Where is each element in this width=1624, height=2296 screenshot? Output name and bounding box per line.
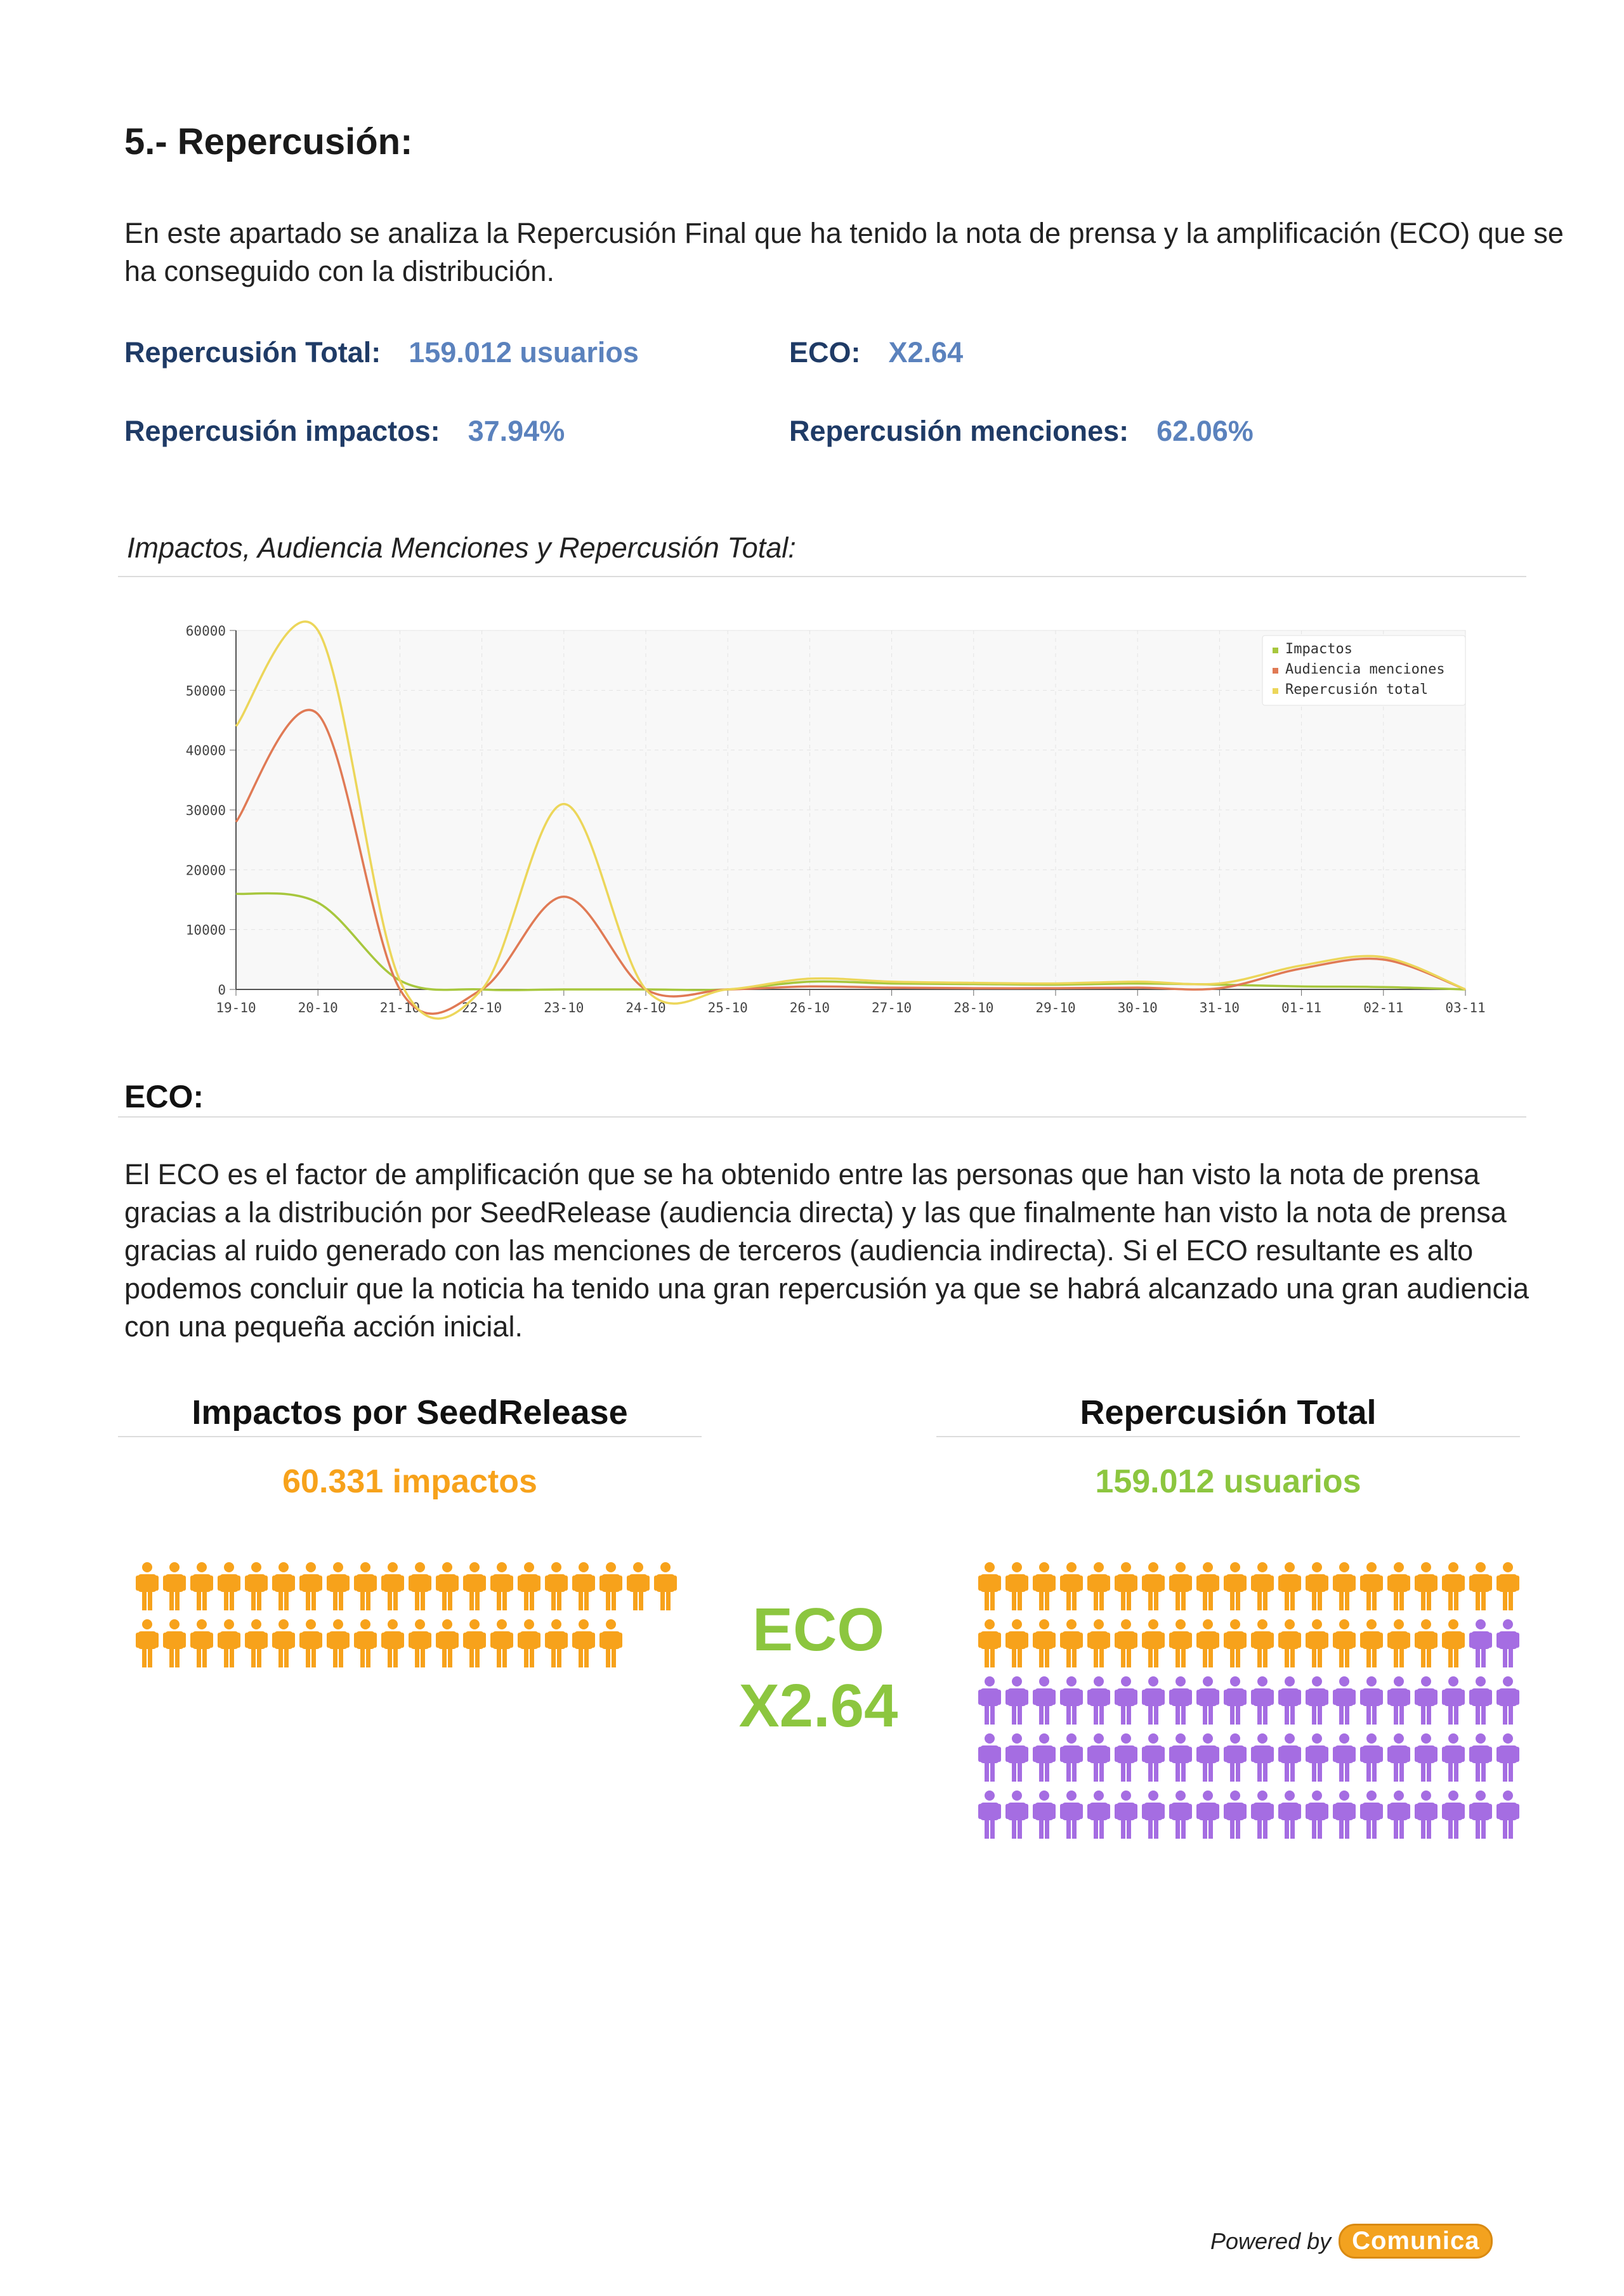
person-icon <box>1442 1790 1465 1839</box>
stat-eco-value: X2.64 <box>888 336 964 369</box>
legend-entry: Repercusión total <box>1285 682 1429 698</box>
intro-paragraph: En este apartado se analiza la Repercusión Final que ha tenido la nota de prensa y la amplificación (ECO) que se ha conseguido con la distribución. <box>124 217 1564 287</box>
section-title: 5.- Repercusión: <box>124 121 413 162</box>
person-icon <box>1333 1733 1356 1782</box>
person-icon <box>299 1619 322 1668</box>
person-icon <box>1306 1562 1328 1611</box>
person-icon <box>1251 1733 1274 1782</box>
person-icon <box>518 1562 540 1611</box>
person-icon <box>1278 1733 1301 1782</box>
legend-entry: Audiencia menciones <box>1285 662 1445 677</box>
eco-factor <box>698 1592 939 1744</box>
person-icon <box>436 1619 459 1668</box>
chart-divider <box>118 576 1526 577</box>
person-icon <box>1251 1562 1274 1611</box>
person-icon <box>1251 1790 1274 1839</box>
person-icon <box>409 1619 431 1668</box>
person-icon <box>1169 1619 1192 1668</box>
stat-eco-label: ECO: <box>789 336 861 369</box>
y-tick-label: 30000 <box>185 803 226 818</box>
person-icon <box>1005 1733 1028 1782</box>
person-icon <box>1387 1676 1410 1725</box>
person-icon <box>299 1562 322 1611</box>
person-icon <box>163 1619 186 1668</box>
person-icon <box>272 1562 295 1611</box>
y-tick-label: 50000 <box>185 683 226 699</box>
person-icon <box>1196 1619 1219 1668</box>
person-icon <box>627 1562 650 1611</box>
x-tick-label: 30-10 <box>1117 1000 1158 1015</box>
person-icon <box>1142 1733 1165 1782</box>
x-tick-label: 20-10 <box>298 1000 338 1015</box>
person-icon <box>381 1619 404 1668</box>
x-tick-label: 27-10 <box>871 1000 912 1015</box>
person-icon <box>1387 1790 1410 1839</box>
person-icon <box>1496 1790 1519 1839</box>
y-tick-label: 40000 <box>185 743 226 759</box>
person-icon <box>409 1562 431 1611</box>
person-icon <box>1251 1676 1274 1725</box>
line-chart <box>152 609 1510 1027</box>
person-icon <box>1005 1676 1028 1725</box>
person-icon <box>1442 1619 1465 1668</box>
person-icon <box>1469 1562 1492 1611</box>
person-icon <box>1278 1790 1301 1839</box>
eco-divider <box>118 1116 1526 1118</box>
person-icon <box>1496 1562 1519 1611</box>
person-icon <box>978 1676 1001 1725</box>
person-icon <box>978 1790 1001 1839</box>
person-icon <box>1224 1562 1247 1611</box>
person-icon <box>1360 1562 1383 1611</box>
legend-swatch <box>1273 668 1278 674</box>
stat-impactos <box>124 415 565 448</box>
person-icon <box>1060 1676 1083 1725</box>
chart-title: Impactos, Audiencia Menciones y Repercusión Total: <box>127 532 796 564</box>
left-column-divider <box>118 1436 702 1437</box>
person-icon <box>1142 1562 1165 1611</box>
person-icon <box>1496 1619 1519 1668</box>
legend-swatch <box>1273 648 1278 653</box>
stat-impactos-label: Repercusión impactos: <box>124 415 440 447</box>
person-icon <box>1196 1676 1219 1725</box>
person-icon <box>1142 1676 1165 1725</box>
person-icon <box>518 1619 540 1668</box>
person-icon <box>1442 1676 1465 1725</box>
x-tick-label: 31-10 <box>1199 1000 1240 1015</box>
person-icon <box>1360 1790 1383 1839</box>
person-icon <box>1115 1676 1137 1725</box>
person-icon <box>1415 1790 1437 1839</box>
person-icon <box>1496 1676 1519 1725</box>
x-tick-label: 25-10 <box>707 1000 748 1015</box>
y-tick-label: 0 <box>218 982 226 998</box>
person-icon <box>1087 1733 1110 1782</box>
person-icon <box>1496 1733 1519 1782</box>
person-icon <box>1169 1790 1192 1839</box>
x-tick-label: 03-11 <box>1445 1000 1486 1015</box>
person-icon <box>1005 1790 1028 1839</box>
comunica-logo: Comunica <box>1339 2224 1493 2259</box>
x-tick-label: 24-10 <box>625 1000 666 1015</box>
person-icon <box>1196 1562 1219 1611</box>
person-icon <box>272 1619 295 1668</box>
legend-swatch <box>1273 688 1278 694</box>
stat-total-label: Repercusión Total: <box>124 336 381 369</box>
person-icon <box>1169 1676 1192 1725</box>
stat-menciones <box>789 415 1254 448</box>
person-icon <box>1333 1562 1356 1611</box>
person-icon <box>978 1619 1001 1668</box>
person-icon <box>1278 1676 1301 1725</box>
repercusion-people-grid <box>978 1562 1536 1847</box>
person-icon <box>1224 1676 1247 1725</box>
person-icon <box>354 1619 377 1668</box>
person-icon <box>1442 1733 1465 1782</box>
right-column-value: 159.012 usuarios <box>1095 1463 1361 1500</box>
person-icon <box>327 1562 350 1611</box>
person-icon <box>572 1562 595 1611</box>
person-icon <box>1387 1619 1410 1668</box>
person-icon <box>1142 1790 1165 1839</box>
left-column-title: Impactos por SeedRelease <box>192 1393 628 1432</box>
person-icon <box>490 1619 513 1668</box>
eco-heading: ECO: <box>124 1079 204 1114</box>
person-icon <box>1224 1733 1247 1782</box>
person-icon <box>1469 1619 1492 1668</box>
person-icon <box>490 1562 513 1611</box>
person-icon <box>1115 1790 1137 1839</box>
person-icon <box>381 1562 404 1611</box>
stat-menciones-label: Repercusión menciones: <box>789 415 1129 447</box>
person-icon <box>1033 1676 1056 1725</box>
right-column-divider <box>936 1436 1520 1437</box>
person-icon <box>1060 1562 1083 1611</box>
x-tick-label: 19-10 <box>216 1000 256 1015</box>
x-tick-label: 22-10 <box>461 1000 502 1015</box>
person-icon <box>1387 1562 1410 1611</box>
person-icon <box>1142 1619 1165 1668</box>
person-icon <box>218 1619 240 1668</box>
person-icon <box>136 1619 159 1668</box>
person-icon <box>654 1562 677 1611</box>
person-icon <box>572 1619 595 1668</box>
person-icon <box>1060 1619 1083 1668</box>
person-icon <box>1469 1790 1492 1839</box>
person-icon <box>1224 1619 1247 1668</box>
stat-total-value: 159.012 usuarios <box>409 336 639 369</box>
person-icon <box>1005 1562 1028 1611</box>
person-icon <box>1306 1676 1328 1725</box>
person-icon <box>327 1619 350 1668</box>
person-icon <box>1087 1790 1110 1839</box>
person-icon <box>545 1562 568 1611</box>
person-icon <box>1360 1619 1383 1668</box>
x-tick-label: 26-10 <box>789 1000 830 1015</box>
person-icon <box>1387 1733 1410 1782</box>
person-icon <box>245 1562 268 1611</box>
x-tick-label: 29-10 <box>1035 1000 1076 1015</box>
eco-multiplier: X2.64 <box>738 1672 898 1740</box>
person-icon <box>1033 1733 1056 1782</box>
person-icon <box>1415 1733 1437 1782</box>
person-icon <box>136 1562 159 1611</box>
person-icon <box>978 1733 1001 1782</box>
person-icon <box>436 1562 459 1611</box>
y-tick-label: 20000 <box>185 863 226 878</box>
person-icon <box>1224 1790 1247 1839</box>
person-icon <box>1251 1619 1274 1668</box>
person-icon <box>1306 1790 1328 1839</box>
person-icon <box>463 1619 486 1668</box>
stat-impactos-value: 37.94% <box>468 415 565 447</box>
person-icon <box>1196 1790 1219 1839</box>
person-icon <box>1060 1790 1083 1839</box>
person-icon <box>354 1562 377 1611</box>
person-icon <box>1333 1619 1356 1668</box>
person-icon <box>1278 1562 1301 1611</box>
person-icon <box>1333 1790 1356 1839</box>
person-icon <box>1115 1733 1137 1782</box>
person-icon <box>1415 1619 1437 1668</box>
y-tick-label: 10000 <box>185 922 226 938</box>
person-icon <box>1196 1733 1219 1782</box>
person-icon <box>1087 1562 1110 1611</box>
legend-entry: Impactos <box>1285 641 1352 657</box>
person-icon <box>545 1619 568 1668</box>
x-tick-label: 01-11 <box>1281 1000 1322 1015</box>
footer <box>1210 2224 1493 2259</box>
person-icon <box>1115 1562 1137 1611</box>
person-icon <box>1115 1619 1137 1668</box>
person-icon <box>1169 1562 1192 1611</box>
left-column-value: 60.331 impactos <box>282 1463 537 1500</box>
person-icon <box>190 1562 213 1611</box>
impactos-people-grid <box>136 1562 694 1676</box>
right-column-title: Repercusión Total <box>1080 1393 1377 1432</box>
person-icon <box>1087 1676 1110 1725</box>
stat-eco <box>789 336 963 369</box>
y-tick-label: 60000 <box>185 623 226 639</box>
person-icon <box>1442 1562 1465 1611</box>
person-icon <box>245 1619 268 1668</box>
person-icon <box>1333 1676 1356 1725</box>
person-icon <box>1087 1619 1110 1668</box>
x-tick-label: 23-10 <box>544 1000 584 1015</box>
person-icon <box>1169 1733 1192 1782</box>
x-tick-label: 21-10 <box>379 1000 421 1015</box>
person-icon <box>1360 1676 1383 1725</box>
person-icon <box>190 1619 213 1668</box>
person-icon <box>463 1562 486 1611</box>
person-icon <box>1469 1733 1492 1782</box>
person-icon <box>218 1562 240 1611</box>
person-icon <box>1415 1562 1437 1611</box>
stat-menciones-value: 62.06% <box>1156 415 1254 447</box>
person-icon <box>1060 1733 1083 1782</box>
stat-total <box>124 336 639 369</box>
x-tick-label: 02-11 <box>1363 1000 1404 1015</box>
person-icon <box>1278 1619 1301 1668</box>
person-icon <box>163 1562 186 1611</box>
person-icon <box>978 1562 1001 1611</box>
person-icon <box>1306 1619 1328 1668</box>
powered-by-text: Powered by <box>1210 2228 1332 2254</box>
person-icon <box>1415 1676 1437 1725</box>
person-icon <box>599 1619 622 1668</box>
person-icon <box>1005 1619 1028 1668</box>
person-icon <box>1360 1733 1383 1782</box>
eco-label: ECO <box>752 1596 885 1664</box>
person-icon <box>1033 1562 1056 1611</box>
person-icon <box>1306 1733 1328 1782</box>
person-icon <box>1033 1790 1056 1839</box>
person-icon <box>1469 1676 1492 1725</box>
x-tick-label: 28-10 <box>953 1000 994 1015</box>
person-icon <box>1033 1619 1056 1668</box>
eco-paragraph: El ECO es el factor de amplificación que se ha obtenido entre las personas que han visto la nota de prensa gracias a la distribución por SeedRelease (audiencia directa) y las que finalmente han visto la nota de prensa gracias al ruido generado con las menciones de terceros (audiencia indirecta). Si el ECO resultante es alto podemos concluir que la noticia ha tenido una gran repercusión ya que se habrá alcanzado una gran audiencia con una pequeña acción inicial. <box>124 1158 1529 1343</box>
person-icon <box>599 1562 622 1611</box>
